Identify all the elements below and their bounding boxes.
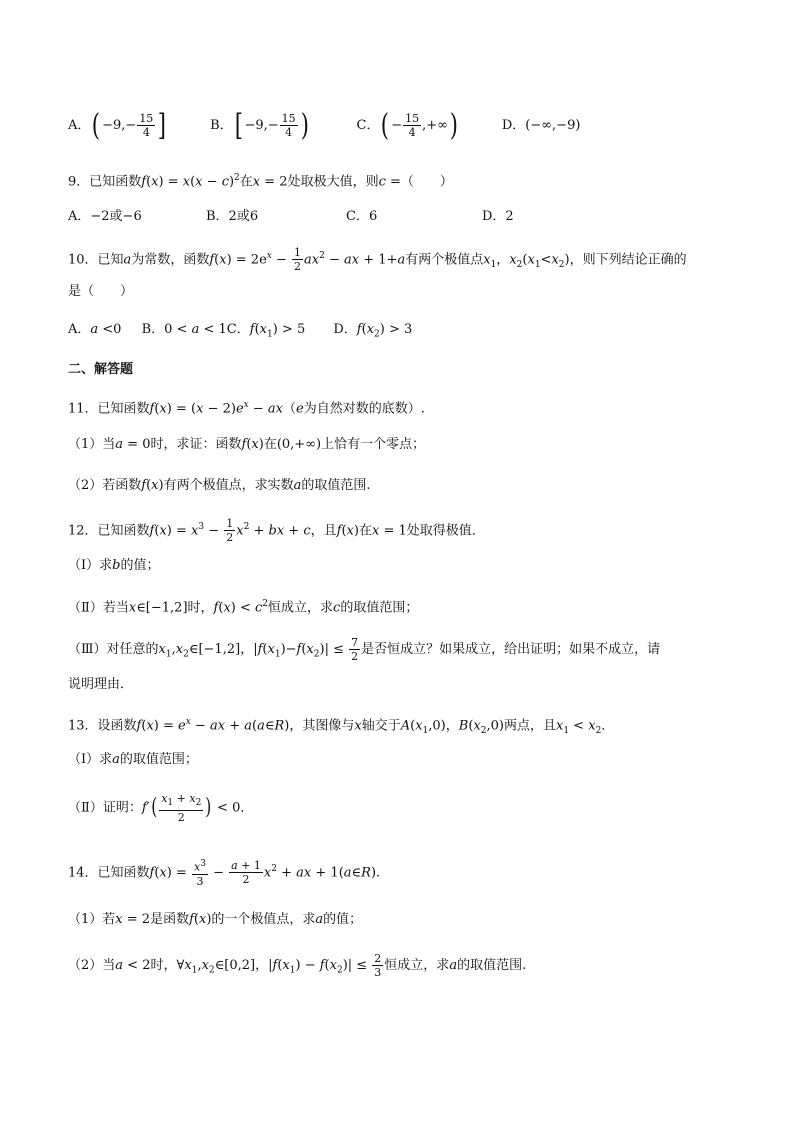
q10-option-c[interactable]: C．$f(x_1) > 5$ [226,322,306,340]
q12-part-1: （Ⅰ）求b的值； [68,558,160,573]
q13-stem: 13．设函数$f(x) = e^x$ − ax + a(a∈R)，其图像与x轴交于$A(x_1,0)$，$B(x_2,0)$两点，且$x_1 < x_2$． [68,717,615,736]
q9-option-c[interactable]: C．6 [346,209,378,224]
q10-stem-cont: 是（ ） [68,284,134,299]
q12-part-2: （Ⅱ）若当x∈[−1,2]时，$f(x) < c^2$恒成立，求c的取值范围； [68,599,419,616]
q14-part-2: （2）当a < 2时，$\forall x_1,x_2\in[0,2]$，$|f(x_1) - f(x_2)|$ ≤ $\frac{2}{3}$ 恒成立，求a的取值范围. [68,952,527,979]
q10-option-a[interactable]: A．a <0 [68,322,122,337]
section-heading: 二、解答题 [68,362,134,377]
q9-option-d[interactable]: D．2 [482,209,514,224]
q9-stem: 9．已知函数$f(x) = x(x - c)^2$在x = 2处取极大值，则c =（ ） [68,173,453,190]
q11-part-2: （2）若函数f(x)有两个极值点，求实数a的取值范围. [68,478,371,493]
q11-part-1: （1）当a = 0时，求证：函数f(x)在(0,+∞)上恰有一个零点； [68,437,426,452]
q10-option-d[interactable]: D．$f(x_2) > 3$ [333,322,413,340]
q8-options [68,107,581,143]
q14-stem: 14．已知函数f(x) = $\frac{x^3}{3}$ − $\frac{a + 1}{2}$ $x^2$ + ax + 1(a∈R). [68,859,381,888]
q9-option-a[interactable]: A．−2或−6 [68,209,142,224]
q9-options [68,207,514,227]
q12-part-3-cont: 说明理由． [68,677,134,692]
q13-part-2: （Ⅱ）证明：f′( $\frac{x_1 + x_2}{2}$ ) < 0． [68,792,254,825]
q14-part-1: （1）若x = 2是函数f(x)的一个极值点，求a的值； [68,912,363,927]
q13-part-1: （I）求a的取值范围； [68,752,198,767]
q8-option-d[interactable]: D．(−∞,−9) [501,117,581,133]
q12-stem: 12．已知函数$f(x) = x^3$ − $\frac{1}{2}$ $x^2$ + bx + c，且f(x)在x = 1处取得极值． [68,517,485,545]
q8-option-c[interactable]: C．( − $\frac{15}{4}$ ,+∞) [356,107,458,143]
q10-stem: 10．已知a为常数，函数$f(x) = 2e^x$ − $\frac{1}{2}$ $ax^2$ − ax + 1+a有两个极值点$x_1$，$x_2(x_1<x_2)$，则下列结论正确的 [68,246,687,274]
q9-option-b[interactable]: B．2或6 [206,209,259,224]
q8-option-b[interactable]: B．[ −9,− $\frac{15}{4}$ ) [210,107,309,143]
q10-option-b[interactable]: B．0 < a < 1 [141,322,227,337]
q8-option-a[interactable]: A．( −9,− $\frac{15}{4}$ ] [68,107,167,143]
q11-stem: 11．已知函数$f(x) = (x - 2)e^x - ax(e$为自然对数的底数）. [68,400,425,417]
q12-part-3: （Ⅲ）对任意的$x_1,x_2\in[-1,2]$，$|f(x_1)-f(x_2)|$ ≤ $\frac{7}{2}$ 是否恒成立？如果成立，给出证明；如果不成立，请 [68,636,661,663]
q10-options [68,320,412,345]
